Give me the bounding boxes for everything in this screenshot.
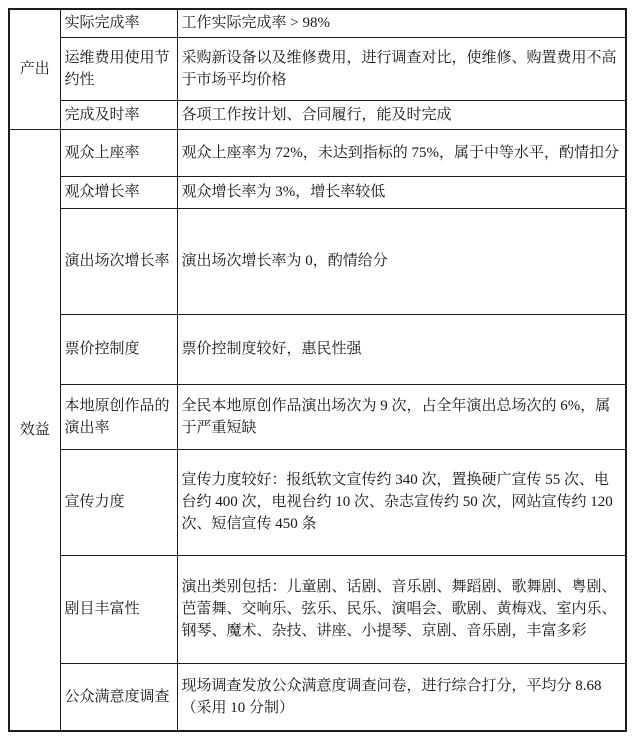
metric-cell: 公众满意度调查 (60, 663, 177, 731)
table-row (9, 129, 626, 176)
metric-cell: 演出场次增长率 (60, 208, 177, 314)
table-row (9, 100, 626, 129)
metric-cell: 实际完成率 (60, 9, 177, 37)
table-row (9, 555, 626, 663)
description-cell: 各项工作按计划、合同履行，能及时完成 (177, 100, 626, 129)
table-row (9, 37, 626, 100)
table-row (9, 663, 626, 731)
table-row (9, 208, 626, 314)
metric-cell: 票价控制度 (60, 314, 177, 384)
metric-cell: 观众上座率 (60, 129, 177, 176)
description-cell: 观众上座率为 72%，未达到指标的 75%，属于中等水平，酌情扣分 (177, 129, 626, 176)
metric-cell: 本地原创作品的演出率 (60, 384, 177, 449)
metric-cell: 剧目丰富性 (60, 555, 177, 663)
metric-cell: 宣传力度 (60, 449, 177, 555)
description-cell: 观众增长率为 3%，增长率较低 (177, 176, 626, 208)
description-cell: 工作实际完成率 > 98% (177, 9, 626, 37)
group-cell-output: 产出 (9, 9, 60, 129)
metric-cell: 观众增长率 (60, 176, 177, 208)
description-cell: 全民本地原创作品演出场次为 9 次，占全年演出总场次的 6%，属于严重短缺 (177, 384, 626, 449)
table-row (9, 449, 626, 555)
description-cell: 演出类别包括：儿童剧、话剧、音乐剧、舞蹈剧、歌舞剧、粤剧、芭蕾舞、交响乐、弦乐、民乐、演唱会、歌剧、黄梅戏、室内乐、钢琴、魔术、杂技、讲座、小提琴、京剧、音乐剧，丰富多彩 (177, 555, 626, 663)
description-cell: 采购新设备以及维修费用，进行调查对比，使维修、购置费用不高于市场平均价格 (177, 37, 626, 100)
metric-cell: 完成及时率 (60, 100, 177, 129)
description-cell: 现场调查发放公众满意度调查问卷，进行综合打分，平均分 8.68（采用 10 分制） (177, 663, 626, 731)
table-row (9, 176, 626, 208)
performance-evaluation-table (8, 8, 627, 732)
description-cell: 演出场次增长率为 0，酌情给分 (177, 208, 626, 314)
description-cell: 票价控制度较好，惠民性强 (177, 314, 626, 384)
description-cell: 宣传力度较好：报纸软文宣传约 340 次，置换硬广宣传 55 次、电台约 400 次，电视台约 10 次、杂志宣传约 50 次，网站宣传约 120 次、短信宣传 450 条 (177, 449, 626, 555)
group-cell-benefit: 效益 (9, 129, 60, 731)
table-row (9, 384, 626, 449)
table-row (9, 9, 626, 37)
metric-cell: 运维费用使用节约性 (60, 37, 177, 100)
table-row (9, 314, 626, 384)
